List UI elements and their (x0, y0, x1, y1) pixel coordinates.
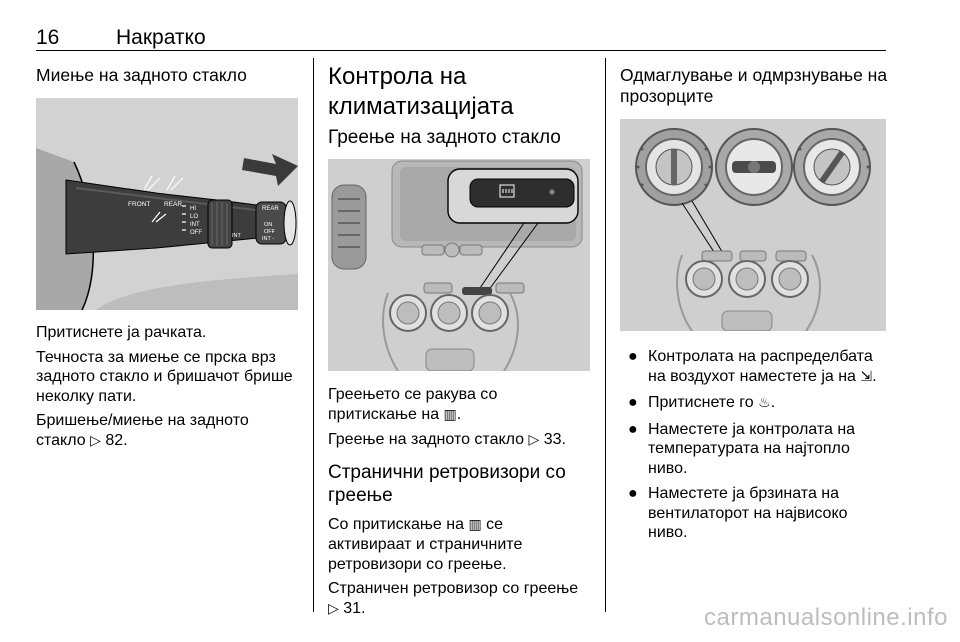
climate-knobs-figure (620, 119, 886, 331)
rear-window-heat-figure (328, 159, 590, 371)
paragraph-rear-heat-ref (328, 430, 590, 451)
defog-steps-list (620, 347, 890, 543)
page-number: 16 (36, 26, 60, 49)
paragraph-fluid-spray: Течноста за миење се прска врз задното стакло и бришачот брише неколку пати. (36, 348, 293, 405)
column-defog (620, 60, 890, 549)
column-divider-1 (313, 58, 314, 612)
label-lo: LO (190, 214, 199, 220)
page-reference-arrow-icon: ▷ (328, 600, 339, 617)
label-hi: HI (190, 206, 196, 212)
bullet-air-distribution: Контролата на распределбата на воздухот наместете ја на (648, 348, 873, 385)
rear-heat-ref-page[interactable]: 33. (543, 431, 566, 448)
mirrors-activate-pre: Со притискање на (328, 515, 469, 533)
paragraph-rear-heat-operated: Греењето се ракува со притискање на ▥. (328, 386, 498, 423)
chapter-title: Накратко (116, 26, 206, 49)
distribution-knob-large (794, 129, 870, 205)
temperature-knob-large (636, 129, 712, 205)
rear-heat-operated-text: Греењето се ракува со притискање на (328, 386, 498, 423)
rear-heat-ref-text: Греење на задното стакло (328, 431, 529, 448)
paragraph-mirror-ref (328, 579, 590, 619)
page-header (36, 26, 886, 52)
wiper-stalk-figure (36, 98, 298, 310)
list-item (620, 420, 890, 479)
column-climate (328, 60, 590, 619)
windscreen-defrost-icon: ♨ (758, 395, 771, 411)
list-item: ● Контролата на распределбата на воздухот наместете ја на ⇲. (628, 348, 877, 385)
list-item: ● Притиснете го ♨. (628, 394, 776, 411)
rear-window-heat-icon: ▥ (443, 406, 457, 423)
bullet-dot: ● (628, 348, 638, 365)
bullet-dot: ● (628, 485, 638, 502)
bullet-dot: ● (628, 420, 638, 438)
label-off-small: OFF (264, 229, 275, 235)
paragraph-mirrors-activate (328, 515, 590, 575)
bullet-dot: ● (628, 394, 638, 411)
list-item (620, 484, 890, 543)
subheading-rear-window-heat: Греење на задното стакло (328, 127, 561, 148)
wipe-wash-ref-text: Бришење/миење на задното стакло (36, 412, 249, 449)
label-int-minus: INT - (262, 236, 275, 242)
section-heading-defog: Одмаглување и одмрзнување на прозорците (620, 65, 888, 106)
label-int-small: INT (232, 233, 241, 239)
bullet-temperature: Наместете ја контролата на температурата на најтопло ниво. (648, 420, 856, 477)
rear-window-heat-icon: ▥ (468, 516, 482, 533)
section-heading-climate: Контрола на климатизацијата (328, 63, 514, 120)
label-front: FRONT (128, 201, 151, 208)
label-off: OFF (190, 230, 202, 236)
paragraph-press-lever: Притиснете ја рачката. (36, 324, 207, 341)
paragraph-wipe-wash-ref (36, 411, 302, 451)
wipe-wash-ref-page[interactable]: 82. (105, 431, 128, 449)
column-divider-2 (605, 58, 606, 612)
mirror-ref-page[interactable]: 31. (343, 599, 366, 617)
page-reference-arrow-icon: ▷ (90, 432, 101, 449)
mirror-ref-text: Страничен ретровизор со греење (328, 580, 579, 597)
bullet-press: Притиснете го (648, 394, 759, 411)
header-rule (36, 50, 886, 51)
page-reference-arrow-icon: ▷ (528, 432, 540, 448)
label-on: ON (264, 222, 273, 228)
fan-knob-large (716, 129, 792, 205)
subheading-heated-mirrors: Странични ретровизори со греење (328, 461, 566, 506)
bullet-fan-speed: Наместете ја брзината на вентилаторот на највисоко ниво. (648, 485, 848, 541)
label-rear-dial: REAR (262, 206, 279, 212)
air-distribution-windscreen-icon: ⇲ (860, 368, 873, 385)
watermark: carmanualsonline.info (704, 604, 948, 631)
label-rear: REAR (164, 201, 183, 208)
label-int: INT (190, 222, 200, 228)
mirrors-activate-post: се активираат и страничните ретровизори со греење. (328, 515, 523, 573)
column-rear-wash (36, 60, 302, 451)
section-heading-rear-wash: Миење на задното стакло (36, 65, 247, 85)
